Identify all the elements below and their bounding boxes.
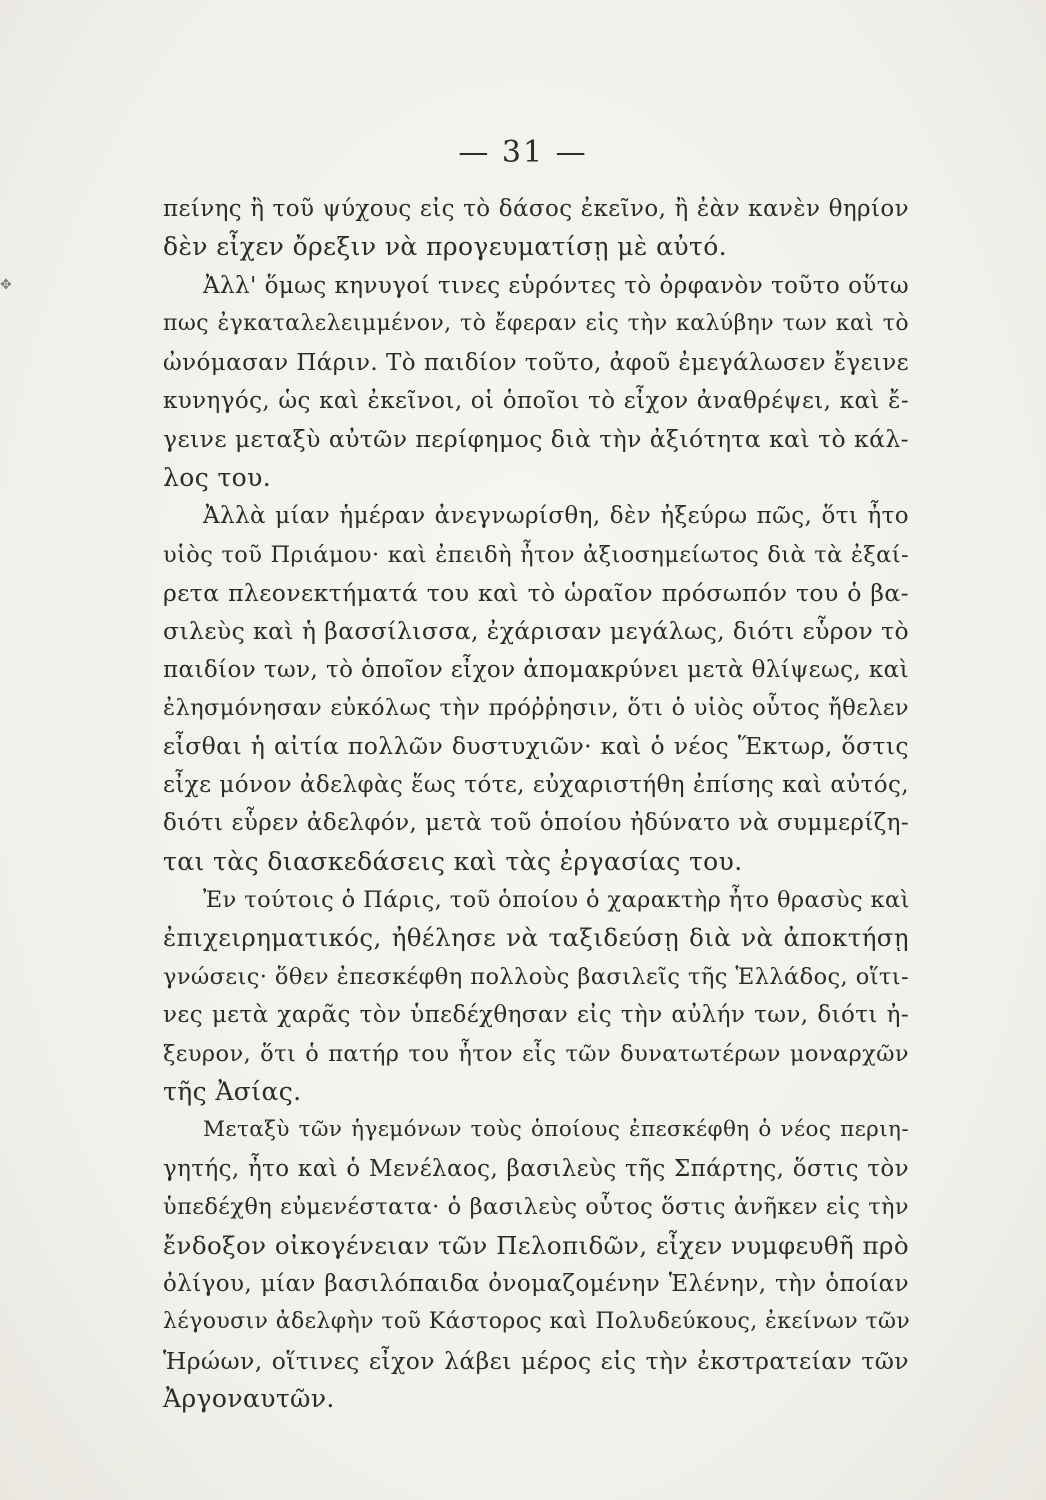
text-line: πως ἐγκαταλελειμμένον, τὸ ἔφεραν εἰς τὴν καλύβην των καὶ τὸ xyxy=(163,311,909,337)
text-line: λέγουσιν ἀδελφὴν τοῦ Κάστορος καὶ Πολυδεύκους, ἐκείνων τῶν xyxy=(163,1309,911,1335)
text-line: τῆς Ἀσίας. xyxy=(163,1076,302,1106)
text-line: ὑπεδέχθη εὐμενέστατα· ὁ βασιλεὺς οὗτος ὅστις ἀνῆκεν εἰς τὴν xyxy=(163,1194,909,1221)
text-line: δὲν εἶχεν ὄρεξιν νὰ προγευματίσῃ μὲ αὐτό. xyxy=(163,232,727,262)
body-text xyxy=(163,190,909,1419)
text-line: ρετα πλεονεκτήματά του καὶ τὸ ὡραῖον πρόσωπόν του ὁ βα- xyxy=(163,578,909,607)
text-line: νες μετὰ χαρᾶς τὸν ὑπεδέχθησαν εἰς τὴν αὐλήν των, διότι ἠ- xyxy=(163,1002,909,1029)
text-line: Ἀλλ' ὅμως κηνυγοί τινες εὑρόντες τὸ ὀρφανὸν τοῦτο οὕτω xyxy=(203,272,909,299)
text-line: γνώσεις· ὅθεν ἐπεσκέφθη πολλοὺς βασιλεῖς τῆς Ἑλλάδος, οἵτι- xyxy=(163,963,909,990)
text-line: γεινε μεταξὺ αὐτῶν περίφημος διὰ τὴν ἀξιότητα καὶ τὸ κάλ- xyxy=(163,425,909,454)
text-line: γητής, ἦτο καὶ ὁ Μενέλαος, βασιλεὺς τῆς Σπάρτης, ὅστις τὸν xyxy=(163,1155,909,1182)
text-line: σιλεὺς καὶ ἡ βασσίλισσα, ἐχάρισαν μεγάλως, διότι εὗρον τὸ xyxy=(163,617,910,646)
text-line: ἐπιχειρηματικός, ἠθέλησε νὰ ταξιδεύσῃ διὰ νὰ ἀποκτήσῃ xyxy=(163,923,909,953)
text-line: ται τὰς διασκεδάσεις καὶ τὰς ἐργασίας του. xyxy=(163,846,743,876)
text-line: Ἀλλὰ μίαν ἡμέραν ἀνεγνωρίσθη, δὲν ἠξεύρω πῶς, ὅτι ἦτο xyxy=(203,503,909,530)
text-line: διότι εὗρεν ἀδελφόν, μετὰ τοῦ ὁποίου ἠδύνατο νὰ συμμερίζη- xyxy=(163,810,909,837)
text-line: Ἡρώων, οἵτινες εἶχον λάβει μέρος εἰς τὴν ἐκστρατείαν τῶν xyxy=(163,1346,909,1375)
text-line: Μεταξὺ τῶν ἡγεμόνων τοὺς ὁποίους ἐπεσκέφθη ὁ νέος περιη- xyxy=(203,1117,909,1143)
binding-mark: ✥ xyxy=(0,277,12,293)
text-line: εἶχε μόνον ἀδελφὰς ἕως τότε, εὐχαριστήθη ἐπίσης καὶ αὐτός, xyxy=(163,771,909,798)
page-number: — 31 — xyxy=(458,135,588,170)
text-line: λος του. xyxy=(163,462,272,492)
text-line: εἶσθαι ἡ αἰτία πολλῶν δυστυχιῶν· καὶ ὁ νέος Ἕκτωρ, ὅστις xyxy=(163,732,909,761)
text-line: Ἀργοναυτῶν. xyxy=(163,1384,335,1414)
text-line: κυνηγός, ὡς καὶ ἐκεῖνοι, οἱ ὁποῖοι τὸ εἶχον ἀναθρέψει, καὶ ἔ- xyxy=(163,387,909,414)
text-line: υἱὸς τοῦ Πριάμου· καὶ ἐπειδὴ ἦτον ἀξιοσημείωτος διὰ τὰ ἐξαί- xyxy=(163,541,909,568)
text-line: ὠνόμασαν Πάριν. Τὸ παιδίον τοῦτο, ἀφοῦ ἐμεγάλωσεν ἔγεινε xyxy=(163,349,909,376)
text-line: ἔνδοξον οἰκογένειαν τῶν Πελοπιδῶν, εἶχεν νυμφευθῆ πρὸ xyxy=(163,1230,909,1260)
text-line: πείνης ἢ τοῦ ψύχους εἰς τὸ δάσος ἐκεῖνο, ἢ ἐὰν κανὲν θηρίον xyxy=(163,196,909,222)
text-line: ὀλίγου, μίαν βασιλόπαιδα ὀνομαζομένην Ἑλένην, τὴν ὁποίαν xyxy=(163,1270,909,1297)
text-line: ἐλησμόνησαν εὐκόλως τὴν πρόῤῥησιν, ὅτι ὁ υἱὸς οὗτος ἤθελεν xyxy=(163,695,909,722)
text-line: παιδίον των, τὸ ὁποῖον εἶχον ἀπομακρύνει μετὰ θλίψεως, καὶ xyxy=(163,656,909,683)
text-line: Ἐν τούτοις ὁ Πάρις, τοῦ ὁποίου ὁ χαρακτὴρ ἦτο θρασὺς καὶ xyxy=(203,887,910,914)
text-line: ξευρον, ὅτι ὁ πατήρ του ἦτον εἷς τῶν δυνατωτέρων μοναρχῶν xyxy=(163,1040,909,1067)
